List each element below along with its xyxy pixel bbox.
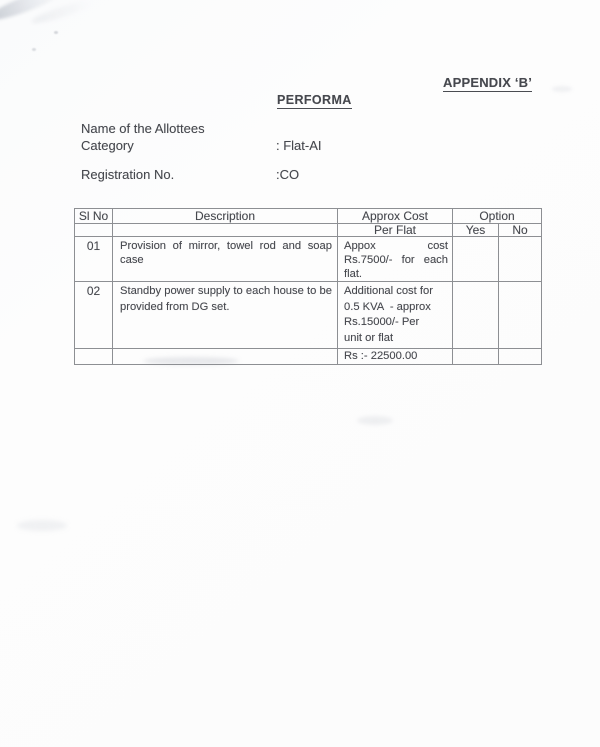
field-registration-no [81, 167, 551, 183]
cell-total-cost [338, 349, 453, 365]
cost-line: Additional cost for [344, 285, 433, 297]
cell-option-no [499, 237, 542, 282]
description-line: case [120, 254, 144, 266]
scan-speck [32, 48, 36, 51]
category-value: : Flat-AI [276, 138, 322, 153]
field-category [81, 138, 551, 154]
scan-smudge [17, 520, 67, 531]
cell-sl-no: 02 [75, 282, 113, 349]
header-per-flat: Per Flat [338, 224, 453, 237]
table-row-total [75, 349, 542, 365]
cell-option-no [499, 282, 542, 349]
cost-line: Rs.15000/- Per [344, 316, 420, 328]
cell-sl-no: 01 [75, 237, 113, 282]
scan-streak-mark [0, 0, 68, 25]
cell-option-yes [453, 282, 499, 349]
header-sl-no: Sl No [75, 209, 113, 224]
document-title: PERFORMA [277, 93, 352, 107]
category-label: Category [81, 138, 134, 153]
cost-line: 0.5 KVA - approx [344, 300, 431, 313]
table-header-row [75, 224, 542, 237]
cost-table [74, 208, 542, 365]
cell-option-yes [453, 349, 499, 365]
cost-line: Rs.7500/- for each [344, 254, 448, 266]
cost-line: unit or flat [344, 331, 394, 344]
field-allottee-name [81, 121, 551, 137]
header-option: Option [453, 209, 542, 224]
cell-description [113, 349, 338, 365]
description-line: Standby power supply to each house to be [120, 285, 332, 297]
cell-approx-cost [338, 282, 453, 349]
cell-option-yes [453, 237, 499, 282]
scan-streak-mark [30, 0, 100, 27]
cost-line: Appox cost [344, 240, 448, 252]
cell-approx-cost [338, 237, 453, 282]
scan-smudge [357, 416, 393, 425]
table-header-row [75, 209, 542, 224]
header-no: No [499, 224, 542, 237]
table-row [75, 237, 542, 282]
header-yes: Yes [453, 224, 499, 237]
description-line: Provision of mirror, towel rod and soap [120, 240, 332, 252]
table-row [75, 282, 542, 349]
cell-sl-no [75, 349, 113, 365]
description-line: provided from DG set. [120, 300, 230, 313]
registration-label: Registration No. [81, 167, 175, 182]
cell-description [113, 237, 338, 282]
header-description: Description [113, 209, 338, 224]
cell-option-no [499, 349, 542, 365]
header-empty [113, 224, 338, 237]
allottee-name-label: Name of the Allottees [81, 121, 205, 136]
header-approx-cost: Approx Cost [338, 209, 453, 224]
cost-line: Rs :- 22500.00 [344, 350, 418, 362]
appendix-label: APPENDIX ‘B’ [443, 75, 533, 90]
scan-smudge [552, 86, 572, 92]
header-empty [75, 224, 113, 237]
cost-line: flat. [344, 268, 363, 280]
scan-speck [54, 31, 58, 34]
cell-description [113, 282, 338, 349]
registration-value: :CO [276, 167, 300, 182]
